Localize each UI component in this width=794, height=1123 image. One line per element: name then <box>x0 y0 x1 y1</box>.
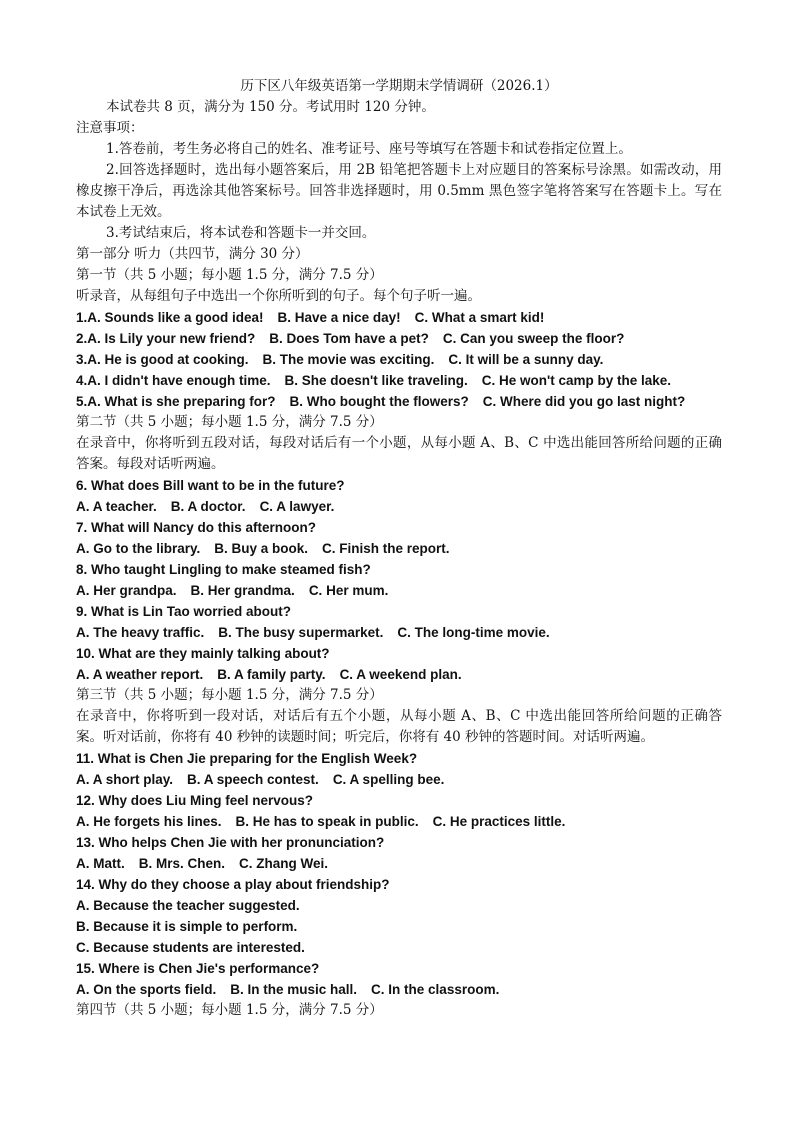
note-item-2: 2.回答选择题时，选出每小题答案后，用 2B 铅笔把答题卡上对应题目的答案标号涂黑。如需改动，用橡皮擦干净后，再选涂其他答案标号。回答非选择题时，用 0.5mm 黑色签字笔将答案写在答题卡上。写在本试卷上无效。 <box>76 162 722 220</box>
option-4a: 4.A. I didn't have enough time. <box>76 373 271 388</box>
option-2b: B. Does Tom have a pet? <box>269 331 429 346</box>
question-3-options <box>76 349 722 370</box>
option-8a: A. Her grandpa. <box>76 583 177 598</box>
option-8c: C. Her mum. <box>308 583 389 598</box>
option-12a: A. He forgets his lines. <box>76 814 222 829</box>
option-9c: C. The long-time movie. <box>397 625 550 640</box>
option-10a: A. A weather report. <box>76 667 204 682</box>
notes-heading: 注意事项： <box>76 120 144 136</box>
option-7c: C. Finish the report. <box>322 541 450 556</box>
question-12: 12. Why does Liu Ming feel nervous? <box>76 793 314 808</box>
question-13-options <box>76 853 722 874</box>
option-3b: B. The movie was exciting. <box>262 352 435 367</box>
option-1a: 1.A. Sounds like a good idea! <box>76 310 264 325</box>
question-9: 9. What is Lin Tao worried about? <box>76 604 292 619</box>
question-8-options <box>76 580 722 601</box>
question-2-options <box>76 328 722 349</box>
option-8b: B. Her grandma. <box>190 583 295 598</box>
option-7a: A. Go to the library. <box>76 541 201 556</box>
option-14a: A. Because the teacher suggested. <box>76 898 300 913</box>
section2-heading: 第二节（共 5 小题；每小题 1.5 分，满分 7.5 分） <box>76 414 383 430</box>
option-5c: C. Where did you go last night? <box>482 394 686 409</box>
option-11a: A. A short play. <box>76 772 174 787</box>
option-1c: C. What a smart kid! <box>414 310 545 325</box>
option-5b: B. Who bought the flowers? <box>289 394 469 409</box>
section1-heading: 第一节（共 5 小题；每小题 1.5 分，满分 7.5 分） <box>76 267 383 283</box>
option-4c: C. He won't camp by the lake. <box>481 373 672 388</box>
question-10: 10. What are they mainly talking about? <box>76 646 330 661</box>
question-10-options <box>76 664 722 685</box>
exam-title: 历下区八年级英语第一学期期末学情调研（2026.1） <box>240 78 558 94</box>
option-14b: B. Because it is simple to perform. <box>76 919 298 934</box>
option-12c: C. He practices little. <box>432 814 566 829</box>
question-1-options <box>76 307 722 328</box>
option-10b: B. A family party. <box>217 667 326 682</box>
option-10c: C. A weekend plan. <box>339 667 462 682</box>
section1-instruction: 听录音，从每组句子中选出一个你所听到的句子。每个句子听一遍。 <box>76 288 481 304</box>
option-4b: B. She doesn't like traveling. <box>284 373 468 388</box>
option-9a: A. The heavy traffic. <box>76 625 205 640</box>
question-8: 8. Who taught Lingling to make steamed fish? <box>76 562 371 577</box>
note-item-3: 3.考试结束后，将本试卷和答题卡一并交回。 <box>106 225 376 241</box>
option-13c: C. Zhang Wei. <box>239 856 329 871</box>
section2-instruction: 在录音中，你将听到五段对话，每段对话后有一个小题，从每小题 A、B、C 中选出能回答所给问题的正确答案。每段对话听两遍。 <box>76 435 722 472</box>
option-5a: 5.A. What is she preparing for? <box>76 394 276 409</box>
section4-heading: 第四节（共 5 小题；每小题 1.5 分，满分 7.5 分） <box>76 1002 383 1018</box>
section3-instruction: 在录音中，你将听到一段对话，对话后有五个小题，从每小题 A、B、C 中选出能回答所给问题的正确答案。听对话前，你将有 40 秒钟的读题时间；听完后，你将有 40 秒钟的答题时间。对话听两遍。 <box>76 708 722 745</box>
option-11b: B. A speech contest. <box>187 772 319 787</box>
exam-page <box>76 76 722 1021</box>
option-6b: B. A doctor. <box>170 499 246 514</box>
question-12-options <box>76 811 722 832</box>
option-14c: C. Because students are interested. <box>76 940 305 955</box>
question-13: 13. Who helps Chen Jie with her pronunciation? <box>76 835 385 850</box>
question-11: 11. What is Chen Jie preparing for the English Week? <box>76 751 418 766</box>
option-13b: B. Mrs. Chen. <box>138 856 226 871</box>
question-6-options <box>76 496 722 517</box>
option-2c: C. Can you sweep the floor? <box>442 331 625 346</box>
option-7b: B. Buy a book. <box>214 541 309 556</box>
question-5-options <box>76 391 722 412</box>
question-6: 6. What does Bill want to be in the future? <box>76 478 345 493</box>
question-9-options <box>76 622 722 643</box>
option-15b: B. In the music hall. <box>230 982 358 997</box>
option-12b: B. He has to speak in public. <box>235 814 419 829</box>
option-11c: C. A spelling bee. <box>332 772 445 787</box>
exam-intro: 本试卷共 8 页，满分为 150 分。考试用时 120 分钟。 <box>106 99 435 115</box>
option-6c: C. A lawyer. <box>259 499 335 514</box>
note-item-1: 1.答卷前，考生务必将自己的姓名、准考证号、座号等填写在答题卡和试卷指定位置上。 <box>106 141 632 157</box>
question-7: 7. What will Nancy do this afternoon? <box>76 520 317 535</box>
option-9b: B. The busy supermarket. <box>218 625 384 640</box>
question-15-options <box>76 979 722 1000</box>
question-7-options <box>76 538 722 559</box>
option-2a: 2.A. Is Lily your new friend? <box>76 331 256 346</box>
section3-heading: 第三节（共 5 小题；每小题 1.5 分，满分 7.5 分） <box>76 687 383 703</box>
option-3c: C. It will be a sunny day. <box>448 352 604 367</box>
option-1b: B. Have a nice day! <box>277 310 401 325</box>
option-15a: A. On the sports field. <box>76 982 217 997</box>
option-3a: 3.A. He is good at cooking. <box>76 352 249 367</box>
part1-heading: 第一部分 听力（共四节，满分 30 分） <box>76 246 309 262</box>
question-14: 14. Why do they choose a play about friendship? <box>76 877 390 892</box>
option-6a: A. A teacher. <box>76 499 157 514</box>
option-15c: C. In the classroom. <box>371 982 500 997</box>
option-13a: A. Matt. <box>76 856 125 871</box>
question-4-options <box>76 370 722 391</box>
question-15: 15. Where is Chen Jie's performance? <box>76 961 320 976</box>
question-11-options <box>76 769 722 790</box>
